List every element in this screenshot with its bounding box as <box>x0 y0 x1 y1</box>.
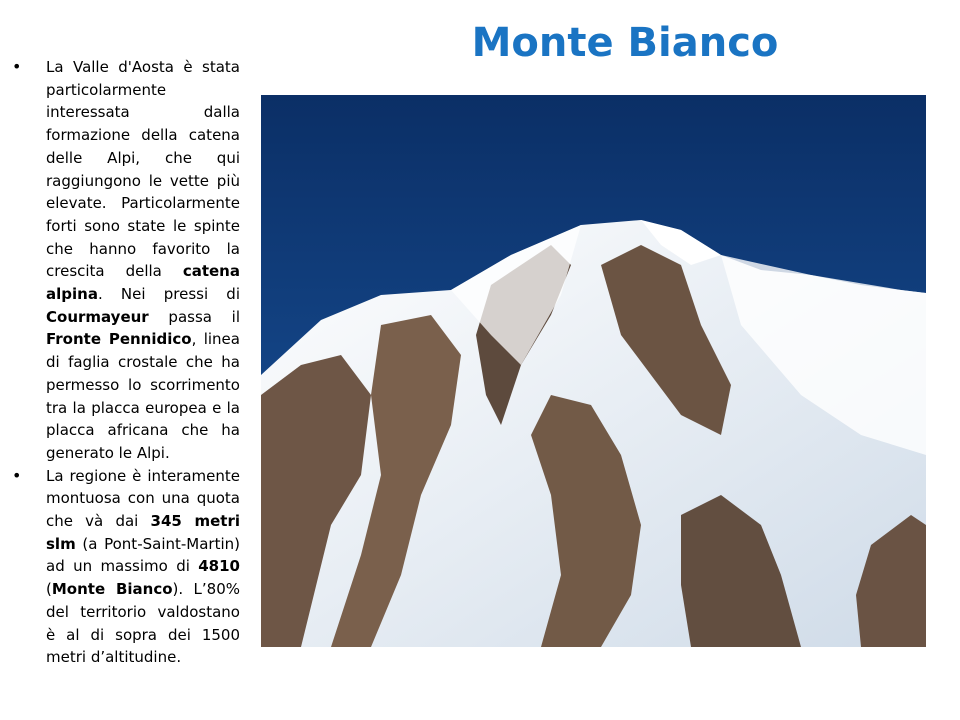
text-segment: La Valle d'Aosta è stata particolarmente interessata dalla formazione della catena delle Alpi, che qui raggiungono le vette più elevate. Particolarmente forti sono state le spinte che hanno favorito la crescita della <box>46 58 240 281</box>
text-segment-bold: Monte Bianco <box>51 580 173 599</box>
text-segment: (a Pont-Saint-Martin) ad un massimo di <box>46 534 240 576</box>
text-segment-bold: 345 metri slm <box>46 512 240 553</box>
text-segment: ). L’80% del territorio valdostano è al di sopra dei 1500 metri d’altitudine. <box>46 580 240 667</box>
bullet-icon: • <box>12 465 22 485</box>
text-segment-bold: Fronte Pennidico <box>46 330 192 349</box>
text-segment: . Nei pressi di <box>97 285 240 304</box>
text-segment: La regione è interamente montuosa con una quota che và dai <box>46 466 240 531</box>
bullet-icon: • <box>12 57 22 76</box>
mountain-photo <box>261 95 926 647</box>
mountain-illustration <box>261 95 926 647</box>
text-segment-bold: 4810 <box>198 557 240 576</box>
bullet-text <box>46 465 240 669</box>
text-segment-bold: Courmayeur <box>46 307 149 326</box>
bullet-item <box>0 56 240 465</box>
text-segment: ( <box>46 580 52 599</box>
bullet-list <box>0 56 240 669</box>
text-segment: , linea di faglia crostale che ha permesso lo scorrimento tra la placca europea e la placca africana che ha generato le Alpi. <box>46 330 240 462</box>
text-segment-bold: catena alpina <box>46 262 240 304</box>
slide-title: Monte Bianco <box>471 20 779 66</box>
bullet-text <box>46 56 240 465</box>
bullet-item <box>0 465 240 669</box>
text-segment: passa il <box>148 307 240 326</box>
